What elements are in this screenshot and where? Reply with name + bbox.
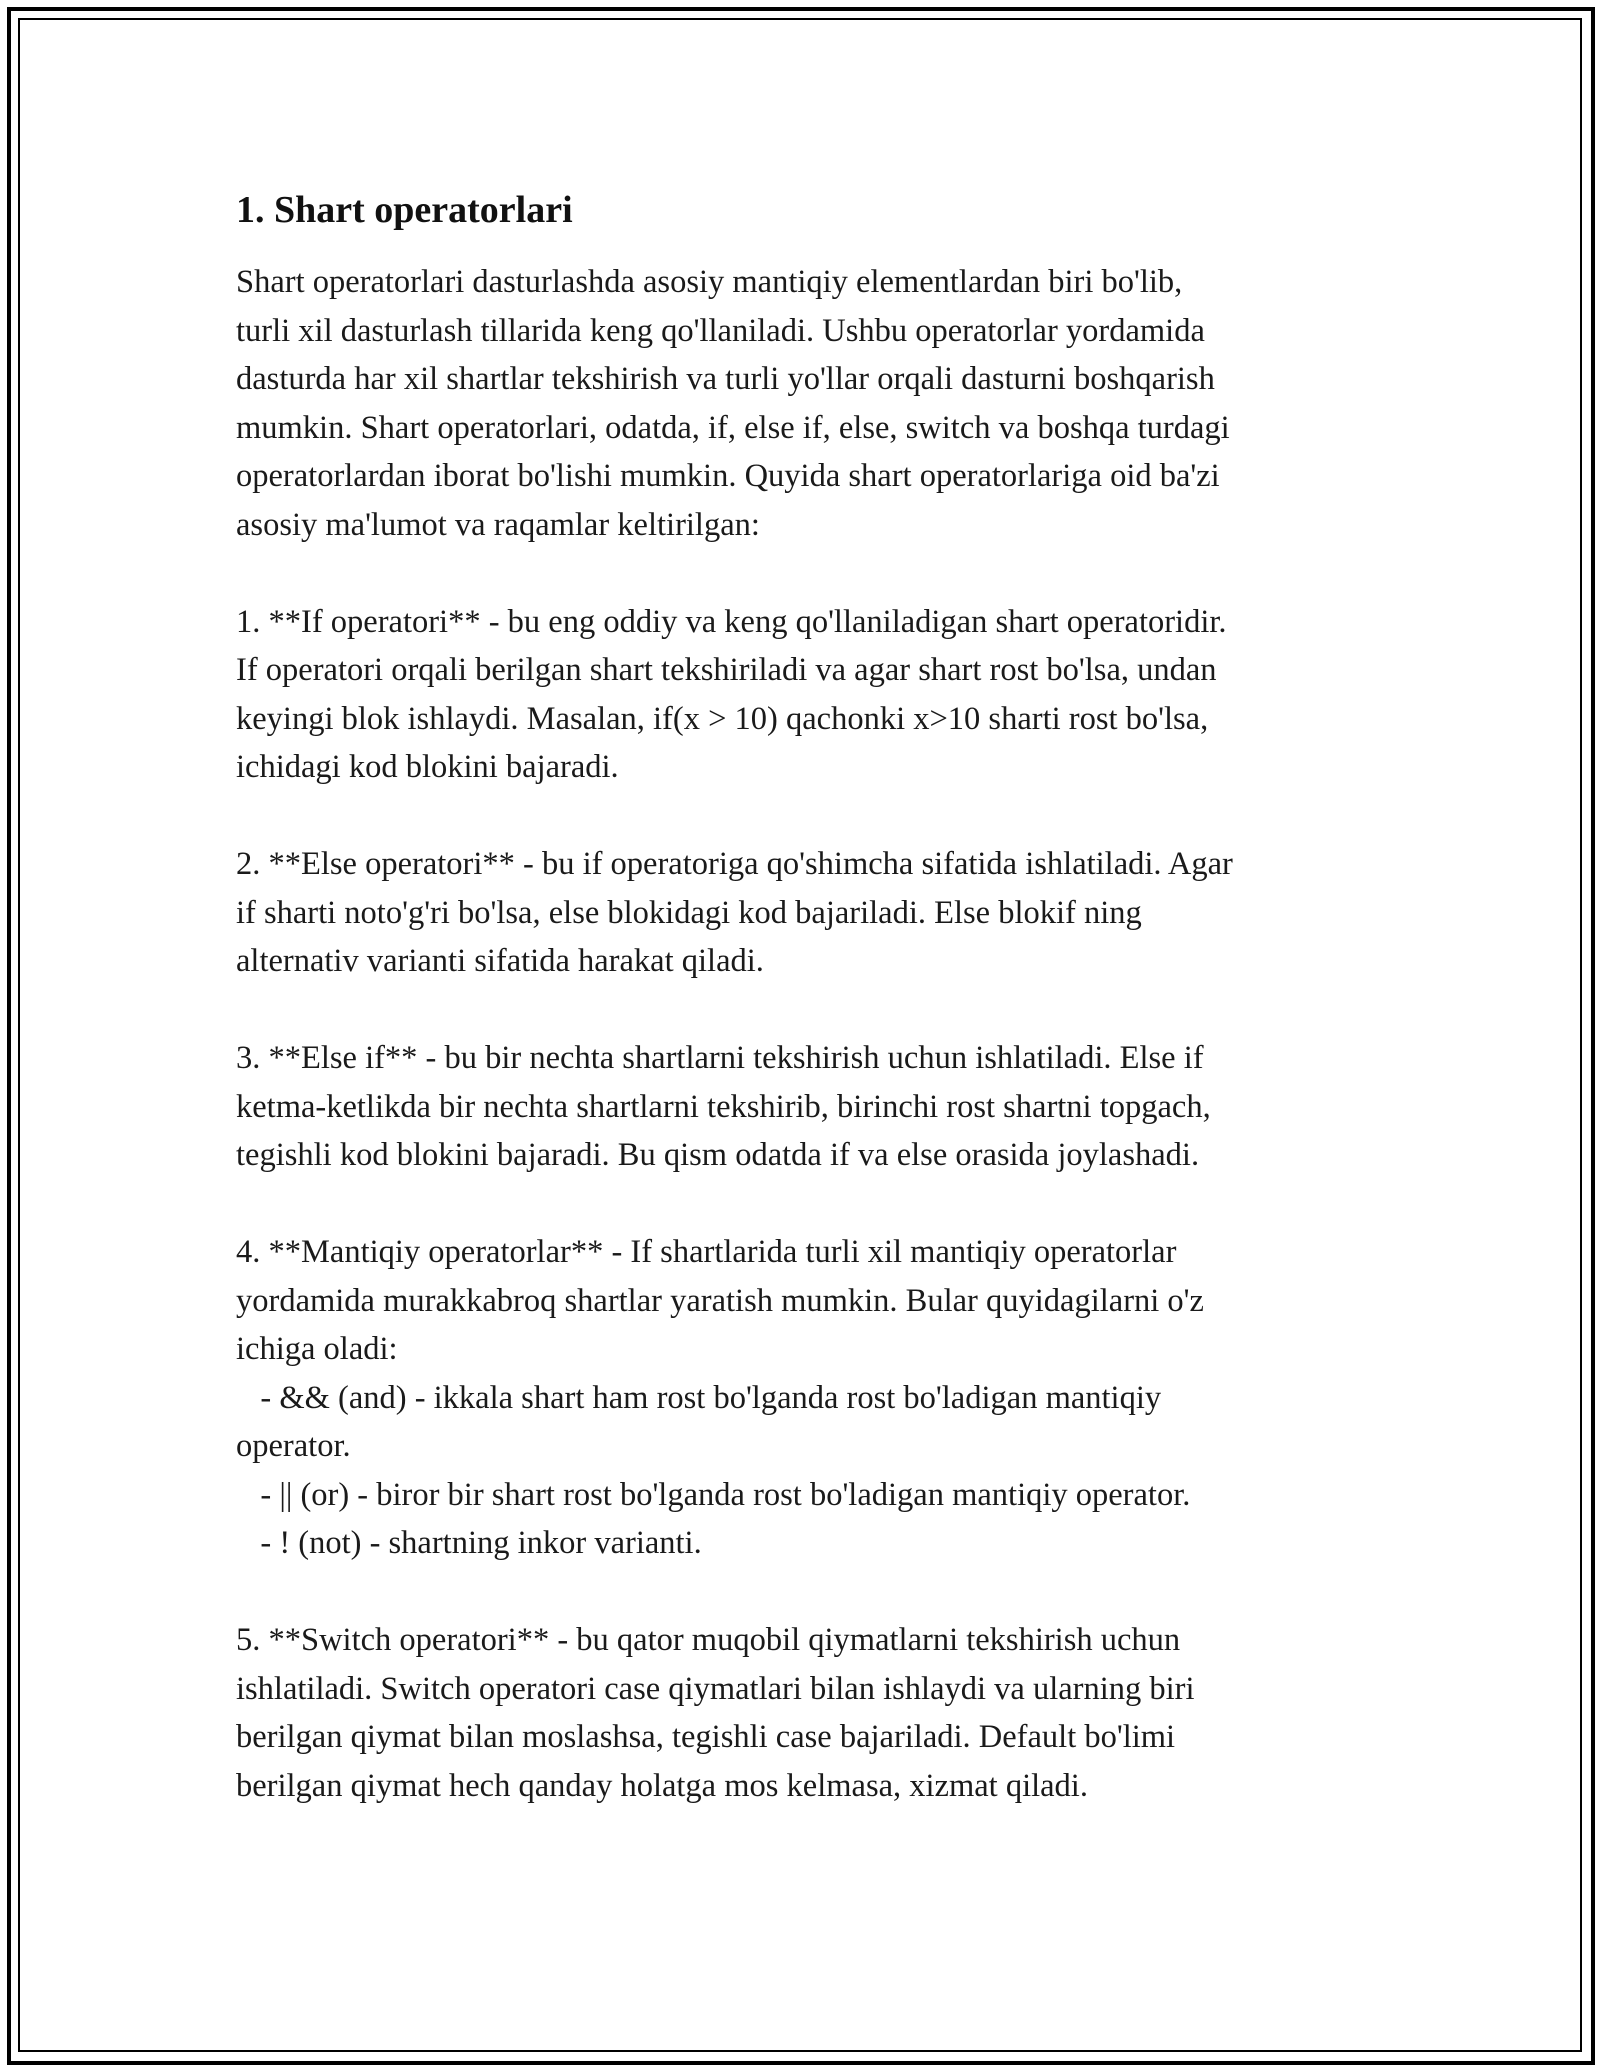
body-text: Shart operatorlari dasturlashda asosiy mantiqiy elementlardan biri bo'lib, turli xil dasturlash tillarida keng qo'llaniladi. Ushbu operatorlar yordamida dasturda har xil shartlar tekshirish va turli yo'llar orqali dasturni boshqarish mumkin. Shart operatorlari, odatda, if, else if, else, switch va boshqa turdagi operatorlardan iborat bo'lishi mumkin. Quyida shart operatorlariga oid ba'zi asosiy ma'lumot va raqamlar keltirilgan: 1. **If operatori** - bu eng oddiy va keng qo'llaniladigan shart operatoridir. If operatori orqali berilgan shart tekshiriladi va agar shart rost bo'lsa, undan keyingi blok ishlaydi. Masalan, if(x > 10) qachonki x>10 sharti rost bo'lsa, ichidagi kod blokini bajaradi. 2. **Else operatori** - bu if operatoriga qo'shimcha sifatida ishlatiladi. Agar if sharti noto'g'ri bo'lsa, else blokidagi kod bajariladi. Else blokif ning alternativ varianti sifatida harakat qiladi. 3. **Else if** - bu bir nechta shartlarni tekshirish uchun ishlatiladi. Else if ketma-ketlikda bir nechta shartlarni tekshirib, birinchi rost shartni topgach, tegishli kod blokini bajaradi. Bu qism odatda if va else orasida joylashadi. 4. **Mantiqiy operatorlar** - If shartlarida turli xil mantiqiy operatorlar yordamida murakkabroq shartlar yaratish mumkin. Bular quyidagilarni o'z ichiga oladi: - && (and) - ikkala shart ham rost bo'lganda rost bo'ladigan mantiqiy operator. - || (or) - biror bir shart rost bo'lganda rost bo'ladigan mantiqiy operator. - ! (not) - shartning inkor varianti. 5. **Switch operatori** - bu qator muqobil qiymatlarni tekshirish uchun ishlatiladi. Switch operatori case qiymatlari bilan ishlaydi va ularning biri berilgan qiymat bilan moslashsa, tegishli case bajariladi. Default bo'limi berilgan qiymat hech qanday holatga mos kelmasa, xizmat qiladi. [236,264,1233,1804]
section-heading: 1. Shart operatorlari [236,189,573,231]
document-content [236,186,1366,1810]
